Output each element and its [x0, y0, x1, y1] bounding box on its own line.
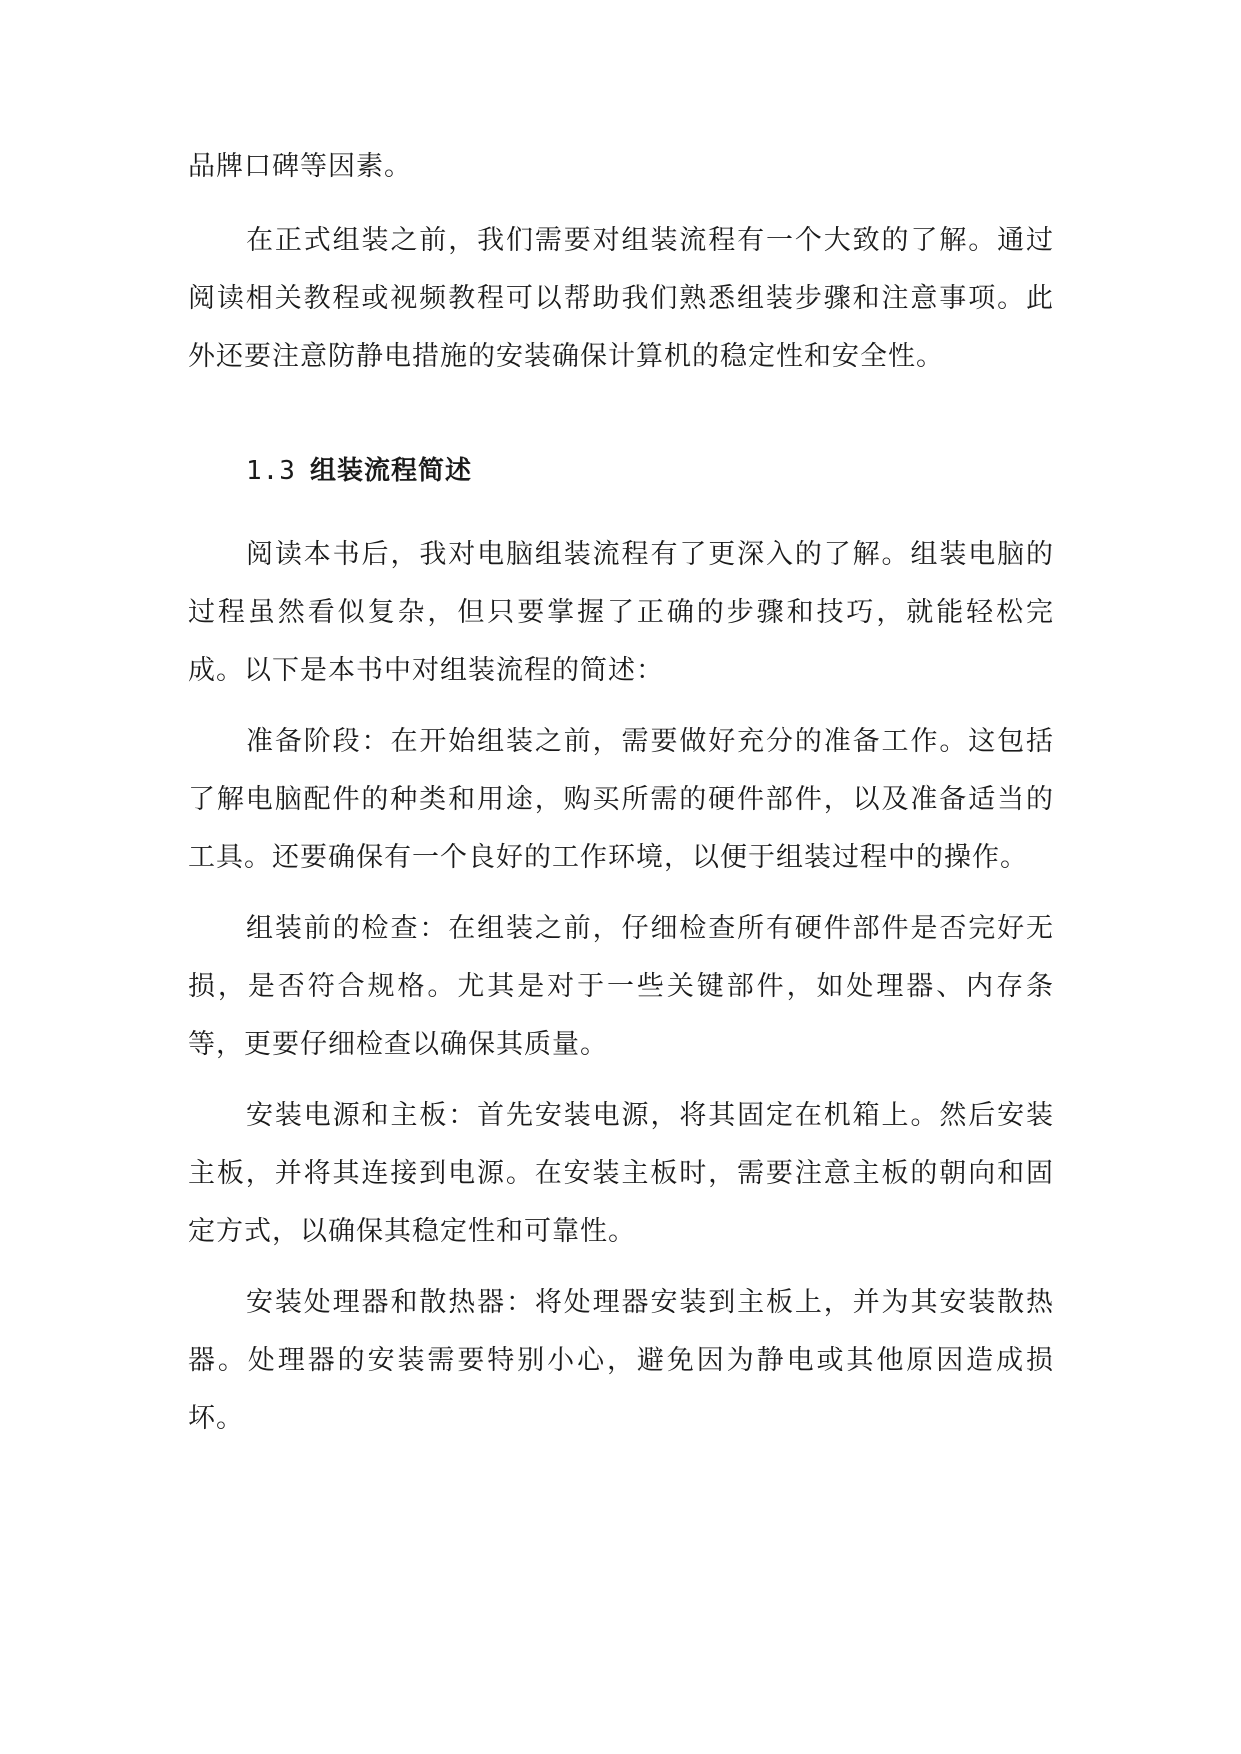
paragraph-overview: 阅读本书后，我对电脑组装流程有了更深入的了解。组装电脑的过程虽然看似复杂，但只要掌握了正确的步骤和技巧，就能轻松完成。以下是本书中对组装流程的简述：	[188, 539, 1054, 686]
paragraph-cpu-and-cooler: 安装处理器和散热器：将处理器安装到主板上，并为其安装散热器。处理器的安装需要特别小心，避免因为静电或其他原因造成损坏。	[188, 1287, 1054, 1434]
section-heading	[188, 442, 1054, 500]
paragraph-assembly-preparation: 在正式组装之前，我们需要对组装流程有一个大致的了解。通过阅读相关教程或视频教程可以帮助我们熟悉组装步骤和注意事项。此外还要注意防静电措施的安装确保计算机的稳定性和安全性。	[188, 225, 1054, 372]
paragraph-preparation-stage: 准备阶段：在开始组装之前，需要做好充分的准备工作。这包括了解电脑配件的种类和用途，购买所需的硬件部件，以及准备适当的工具。还要确保有一个良好的工作环境，以便于组装过程中的操作。	[188, 726, 1054, 873]
paragraph-power-and-motherboard: 安装电源和主板：首先安装电源，将其固定在机箱上。然后安装主板，并将其连接到电源。在安装主板时，需要注意主板的朝向和固定方式，以确保其稳定性和可靠性。	[188, 1100, 1054, 1247]
section-number: 1.3	[246, 456, 296, 486]
paragraph-continuation: 品牌口碑等因素。	[188, 151, 412, 182]
document-page	[188, 138, 1054, 1448]
paragraph-pre-assembly-check: 组装前的检查：在组装之前，仔细检查所有硬件部件是否完好无损，是否符合规格。尤其是对于一些关键部件，如处理器、内存条等，更要仔细检查以确保其质量。	[188, 913, 1054, 1060]
section-title: 组装流程简述	[309, 456, 472, 486]
